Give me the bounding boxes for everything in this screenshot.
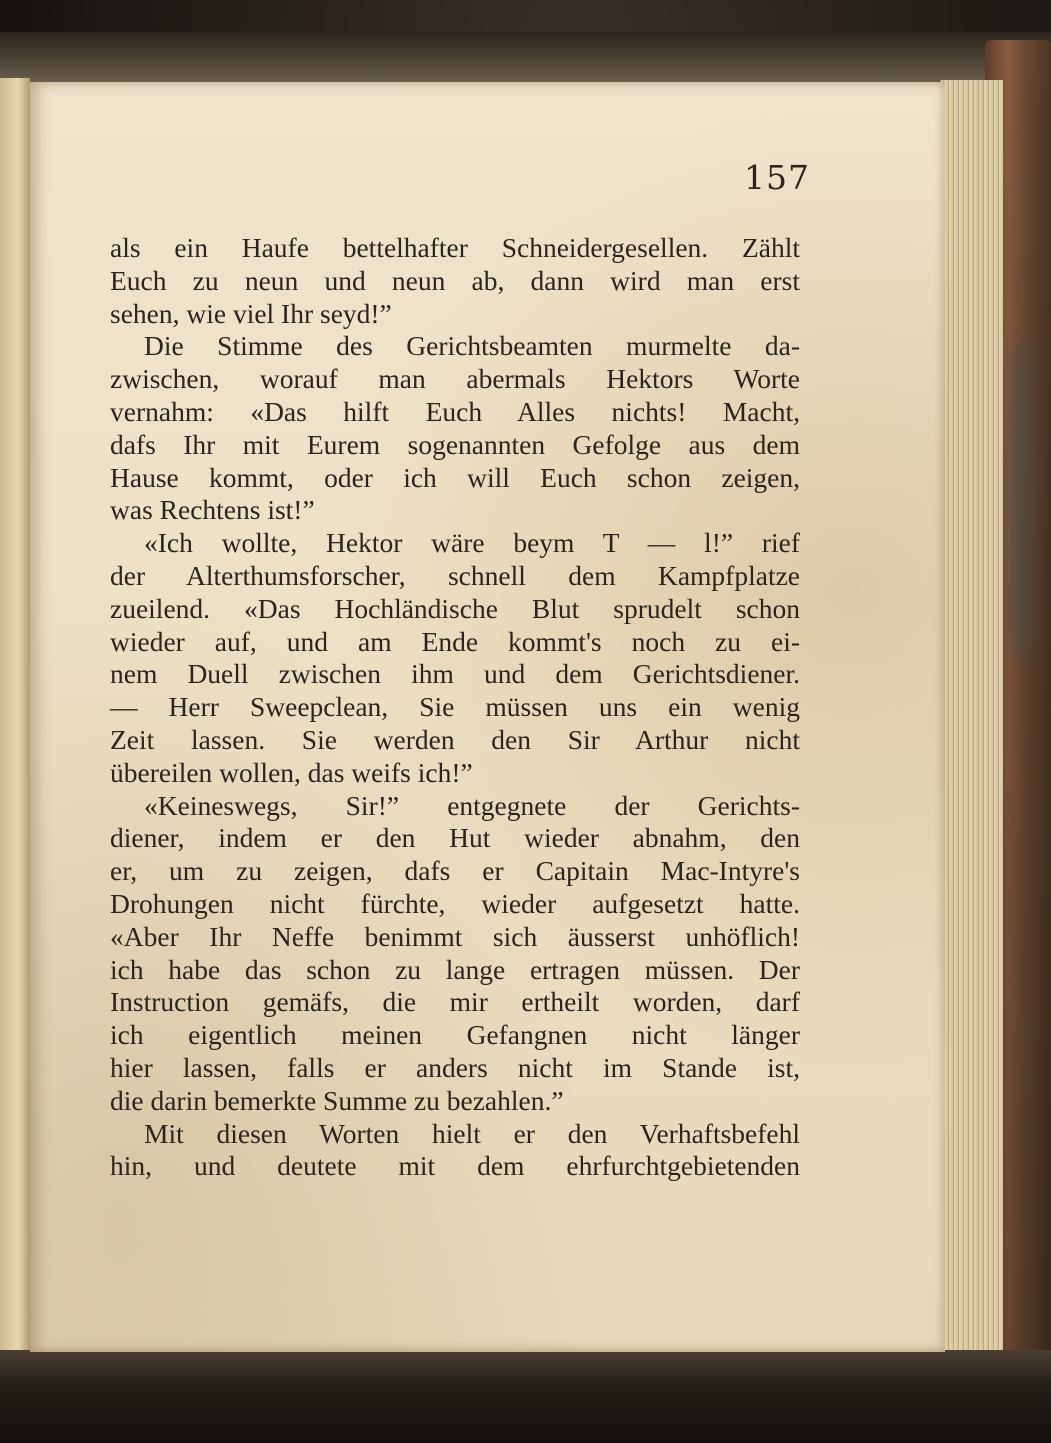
left-page-fragment	[0, 78, 31, 1368]
text-line: sehen, wie viel Ihr seyd!”	[110, 297, 392, 329]
text-line: ich eigentlich meinen Gefangnen nicht länger	[110, 1019, 800, 1051]
text-line: der Alterthumsforscher, schnell dem Kampfplatze	[110, 559, 800, 591]
page-text-block	[110, 232, 800, 1183]
text-line: Instruction gemäfs, die mir ertheilt worden, darf	[110, 986, 800, 1018]
text-line: Euch zu neun und neun ab, dann wird man erst	[110, 264, 800, 296]
text-line: Zeit lassen. Sie werden den Sir Arthur nicht	[110, 723, 800, 755]
text-line: hier lassen, falls er anders nicht im Stande ist,	[110, 1051, 800, 1083]
text-line: diener, indem er den Hut wieder abnahm, den	[110, 822, 800, 854]
text-line: was Rechtens ist!”	[110, 494, 315, 526]
paragraph-first-line: Mit diesen Worten hielt er den Verhaftsbefehl	[144, 1117, 800, 1149]
text-line: vernahm: «Das hilft Euch Alles nichts! Macht,	[110, 395, 800, 427]
book-cover-top-edge	[0, 32, 1051, 84]
text-line: zwischen, worauf man abermals Hektors Worte	[110, 363, 800, 395]
text-line: er, um zu zeigen, dafs er Capitain Mac-Intyre's	[110, 855, 800, 887]
text-line: übereilen wollen, das weifs ich!”	[110, 756, 473, 788]
text-line: als ein Haufe bettelhafter Schneidergesellen. Zählt	[110, 232, 800, 263]
text-line: ich habe das schon zu lange ertragen müssen. Der	[110, 953, 800, 985]
text-line: nem Duell zwischen ihm und dem Gerichtsdiener.	[110, 658, 800, 690]
paragraph-first-line: «Ich wollte, Hektor wäre beym T — l!” rief	[144, 527, 800, 559]
page-number: 157	[744, 158, 810, 197]
text-line: — Herr Sweepclean, Sie müssen uns ein wenig	[110, 691, 800, 723]
book-cover-bottom-edge	[0, 1350, 1051, 1443]
paragraph-first-line: Die Stimme des Gerichtsbeamten murmelte da-	[144, 330, 800, 362]
text-line: wieder auf, und am Ende kommt's noch zu ei-	[110, 625, 800, 657]
paragraph-first-line: «Keineswegs, Sir!” entgegnete der Gerichts-	[144, 789, 800, 821]
text-line: Hause kommt, oder ich will Euch schon zeigen,	[110, 461, 800, 493]
text-line: dafs Ihr mit Eurem sogenannten Gefolge aus dem	[110, 428, 800, 460]
text-line: hin, und deutete mit dem ehrfurchtgebietenden	[110, 1150, 800, 1182]
text-line: «Aber Ihr Neffe benimmt sich äusserst unhöflich!	[110, 920, 800, 952]
text-line: zueilend. «Das Hochländische Blut sprudelt schon	[110, 592, 800, 624]
text-line: die darin bemerkte Summe zu bezahlen.”	[110, 1084, 564, 1116]
text-line: Drohungen nicht fürchte, wieder aufgesetzt hatte.	[110, 887, 800, 919]
book-page	[30, 82, 945, 1352]
page-block-edges	[940, 80, 1003, 1355]
